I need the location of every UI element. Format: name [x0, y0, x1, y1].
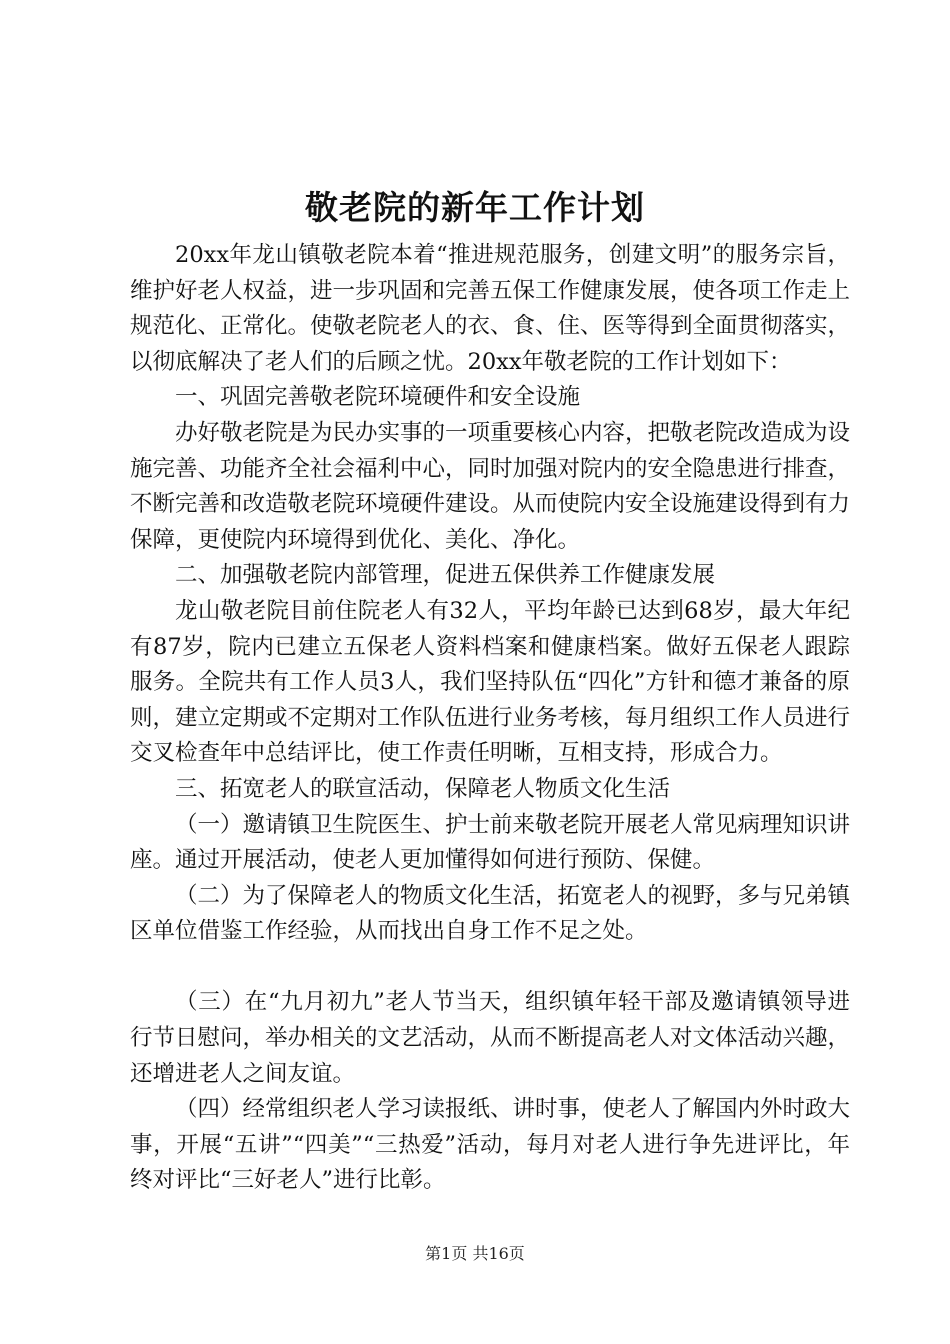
section-paragraph-1: 办好敬老院是为民办实事的一项重要核心内容，把敬老院改造成为设施完善、功能齐全社会福利中心，同时加强对院内的安全隐患进行排查，不断完善和改造敬老院环境硬件建设。从而使院内安全设施建设得到有力保障，更使院内环境得到优化、美化、净化。 — [130, 419, 851, 553]
section-heading-1: 一、巩固完善敬老院环境硬件和安全设施 — [175, 384, 581, 411]
section-paragraph-2: 龙山敬老院目前住院老人有32人，平均年龄已达到68岁，最大年纪有87岁，院内已建立五保老人资料档案和健康档案。做好五保老人跟踪服务。全院共有工作人员3人，我们坚持队伍“四化”方针和德才兼备的原则，建立定期或不定期对工作队伍进行业务考核，每月组织工作人员进行交叉检查年中总结评比，使工作责任明晰，互相支持，形成合力。 — [130, 597, 851, 767]
list-item-2: （二）为了保障老人的物质文化生活，拓宽老人的视野，多与兄弟镇区单位借鉴工作经验，从而找出自身工作不足之处。 — [130, 882, 851, 945]
intro-paragraph: 20xx年龙山镇敬老院本着“推进规范服务，创建文明”的服务宗旨，维护好老人权益，进一步巩固和完善五保工作健康发展，使各项工作走上规范化、正常化。使敬老院老人的衣、食、住、医等得到全面贯彻落实，以彻底解决了老人们的后顾之忧。20xx年敬老院的工作计划如下： — [130, 242, 851, 375]
page-footer: 第1页 共16页 — [425, 1244, 525, 1263]
section-heading-3: 三、拓宽老人的联宣活动，保障老人物质文化生活 — [175, 775, 671, 802]
section-heading-2: 二、加强敬老院内部管理，促进五保供养工作健康发展 — [175, 562, 716, 589]
list-item-3: （三）在“九月初九”老人节当天，组织镇年轻干部及邀请镇领导进行节日慰问，举办相关的文艺活动，从而不断提高老人对文体活动兴趣，还增进老人之间友谊。 — [130, 989, 851, 1087]
document-body — [130, 238, 850, 1199]
list-item-1: （一）邀请镇卫生院医生、护士前来敬老院开展老人常见病理知识讲座。通过开展活动，使老人更加懂得如何进行预防、保健。 — [130, 811, 851, 874]
document-title: 敬老院的新年工作计划 — [305, 188, 645, 227]
list-item-4: （四）经常组织老人学习读报纸、讲时事，使老人了解国内外时政大事，开展“五讲”“四美”“三热爱”活动，每月对老人进行争先进评比，年终对评比“三好老人”进行比彰。 — [130, 1096, 851, 1194]
